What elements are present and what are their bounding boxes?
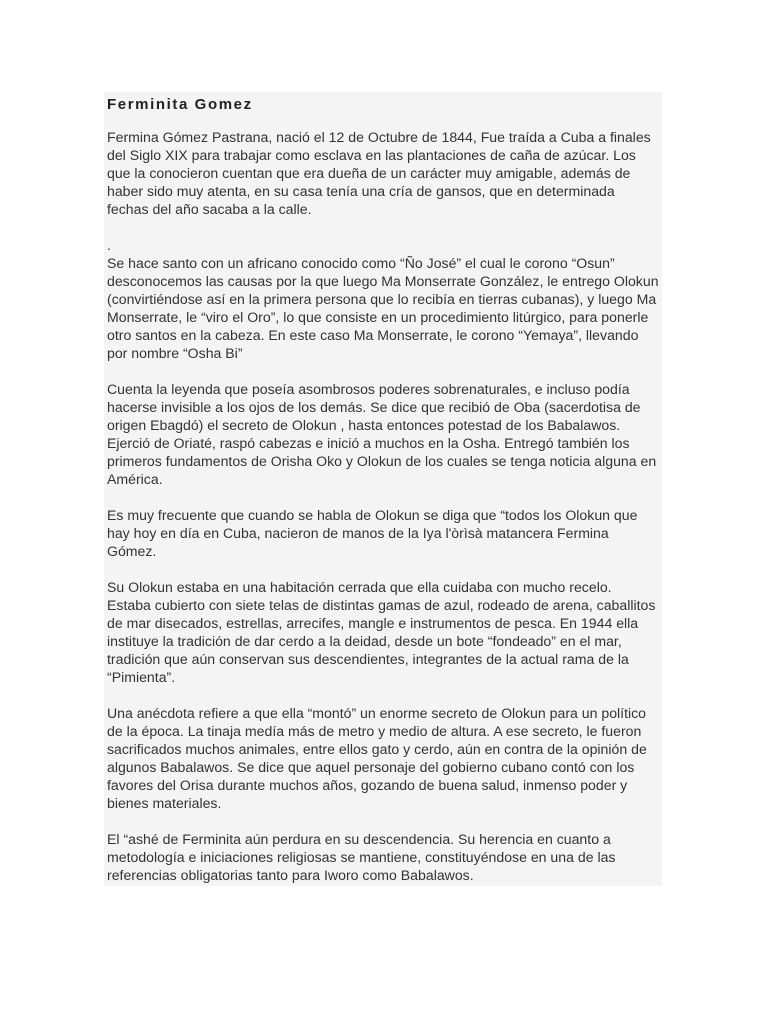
- paragraph-4: Es muy frecuente que cuando se habla de Olokun se diga que “todos los Olokun que hay hoy en día en Cuba, nacieron de manos de la Iya l'òrìsà matancera Fermina Gómez.: [107, 507, 638, 559]
- paragraph-separator-dot: .: [107, 237, 111, 253]
- paragraph-3: Cuenta la leyenda que poseía asombrosos poderes sobrenaturales, e incluso podía hacerse invisible a los ojos de los demás. Se dice que recibió de Oba (sacerdotisa de origen Ebagdó) el secreto de Olokun , hasta entonces potestad de los Babalawos. Ejerció de Oriaté, raspó cabezas e inició a muchos en la Osha. Entregó también los primeros fundamentos de Orisha Oko y Olokun de los cuales se tenga noticia alguna en América.: [107, 381, 657, 487]
- paragraph-5: Su Olokun estaba en una habitación cerrada que ella cuidaba con mucho recelo. Estaba cubierto con siete telas de distintas gamas de azul, rodeado de arena, caballitos de mar disecados, estrellas, arrecifes, mangle e instrumentos de pesca. En 1944 ella instituye la tradición de dar cerdo a la deidad, desde un bote “fondeado” en el mar, tradición que aún conservan sus descendientes, integrantes de la actual rama de la “Pimienta”.: [107, 579, 656, 685]
- paragraph-1: Fermina Gómez Pastrana, nació el 12 de Octubre de 1844, Fue traída a Cuba a finales del Siglo XIX para trabajar como esclava en las plantaciones de caña de azúcar. Los que la conocieron cuentan que era dueña de un carácter muy amigable, además de haber sido muy atenta, en su casa tenía una cría de gansos, que en determinada fechas del año sacaba a la calle.: [107, 129, 651, 217]
- paragraph-7: El “ashé de Ferminita aún perdura en su descendencia. Su herencia en cuanto a metodología e iniciaciones religiosas se mantiene, constituyéndose en una de las referencias obligatorias tanto para Iworo como Babalawos.: [107, 831, 616, 883]
- article-title: Ferminita Gomez: [107, 96, 253, 113]
- article-block: [104, 92, 662, 886]
- paragraph-2: Se hace santo con un africano conocido como “Ño José” el cual le corono “Osun” desconocemos las causas por la que luego Ma Monserrate González, le entrego Olokun (convirtiéndose así en la primera persona que lo recibía en tierras cubanas), y luego Ma Monserrate, le “viro el Oro”, lo que consiste en un procedimiento litúrgico, para ponerle otro santos en la cabeza. En este caso Ma Monserrate, le corono “Yemaya”, llevando por nombre “Osha Bi”: [107, 255, 659, 361]
- paragraph-6: Una anécdota refiere a que ella “montó” un enorme secreto de Olokun para un político de la época. La tinaja medía más de metro y medio de altura. A ese secreto, le fueron sacrificados muchos animales, entre ellos gato y cerdo, aún en contra de la opinión de algunos Babalawos. Se dice que aquel personaje del gobierno cubano contó con los favores del Orisa durante muchos años, gozando de buena salud, inmenso poder y bienes materiales.: [107, 705, 647, 811]
